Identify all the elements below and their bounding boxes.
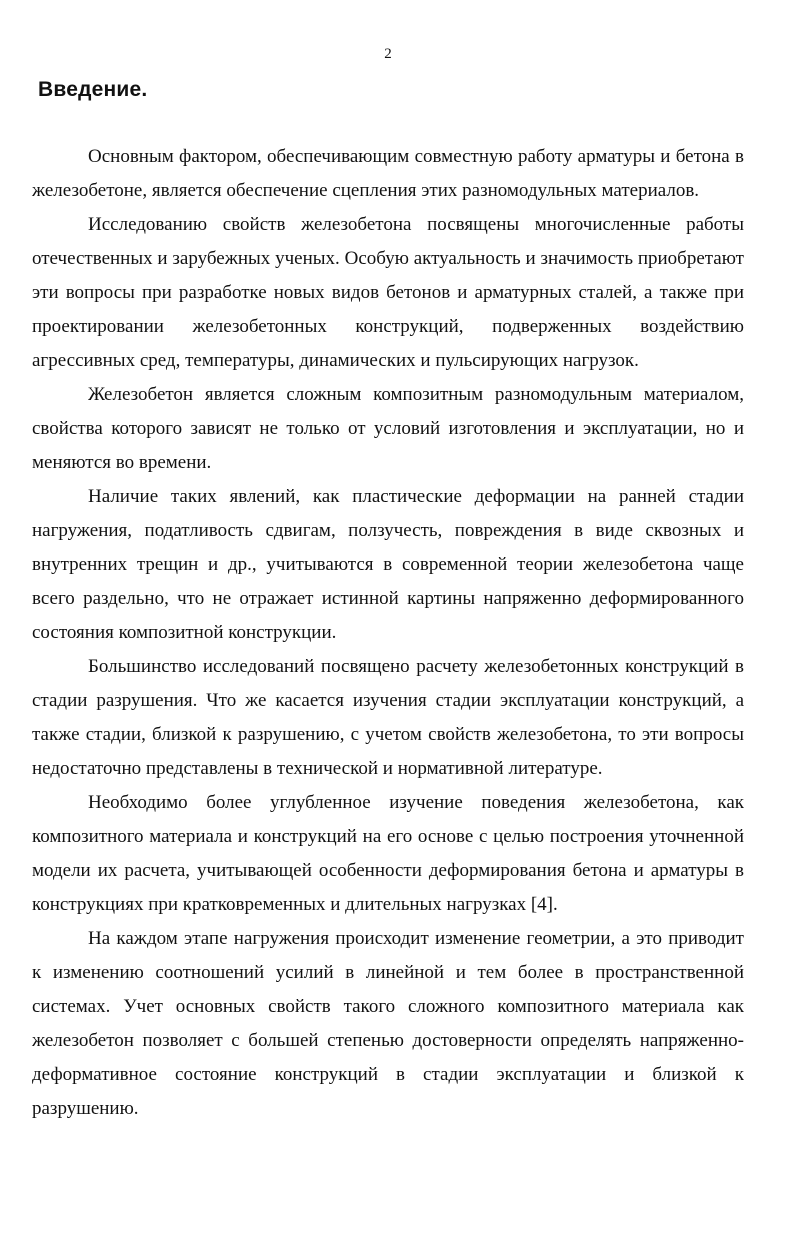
- page-number: 2: [384, 46, 392, 62]
- paragraph: Железобетон является сложным композитным разномодульным материалом, свойства которого зависят не только от условий изготовления и эксплуатации, но и меняются во времени.: [32, 384, 744, 473]
- paragraph: Большинство исследований посвящено расчету железобетонных конструкций в стадии разрушения. Что же касается изучения стадии эксплуатации конструкций, а также стадии, близкой к разрушению, с учетом свойств железобетона, то эти вопросы недостаточно представлены в технической и нормативной литературе.: [32, 656, 744, 779]
- paragraph: Исследованию свойств железобетона посвящены многочисленные работы отечественных и зарубежных ученых. Особую актуальность и значимость приобретают эти вопросы при разработке новых видов бетонов и арматурных сталей, а также при проектировании железобетонных конструкций, подверженных воздействию агрессивных сред, температуры, динамических и пульсирующих нагрузок.: [32, 214, 744, 371]
- section-heading: Введение.: [38, 78, 148, 101]
- paragraph: Наличие таких явлений, как пластические деформации на ранней стадии нагружения, податливость сдвигам, ползучесть, повреждения в виде сквозных и внутренних трещин и др., учитываются в современной теории железобетона чаще всего раздельно, что не отражает истинной картины напряженно деформированного состояния композитной конструкции.: [32, 486, 744, 643]
- paragraph: Основным фактором, обеспечивающим совместную работу арматуры и бетона в железобетоне, является обеспечение сцепления этих разномодульных материалов.: [32, 146, 744, 201]
- body-text: [32, 140, 744, 1126]
- paragraph: Необходимо более углубленное изучение поведения железобетона, как композитного материала и конструкций на его основе с целью построения уточненной модели их расчета, учитывающей особенности деформирования бетона и арматуры в конструкциях при кратковременных и длительных нагрузках [4].: [32, 792, 744, 915]
- paragraph: На каждом этапе нагружения происходит изменение геометрии, а это приводит к изменению соотношений усилий в линейной и тем более в пространственной системах. Учет основных свойств такого сложного композитного материала как железобетон позволяет с большей степенью достоверности определять напряженно-деформативное состояние конструкций в стадии эксплуатации и близкой к разрушению.: [32, 928, 744, 1119]
